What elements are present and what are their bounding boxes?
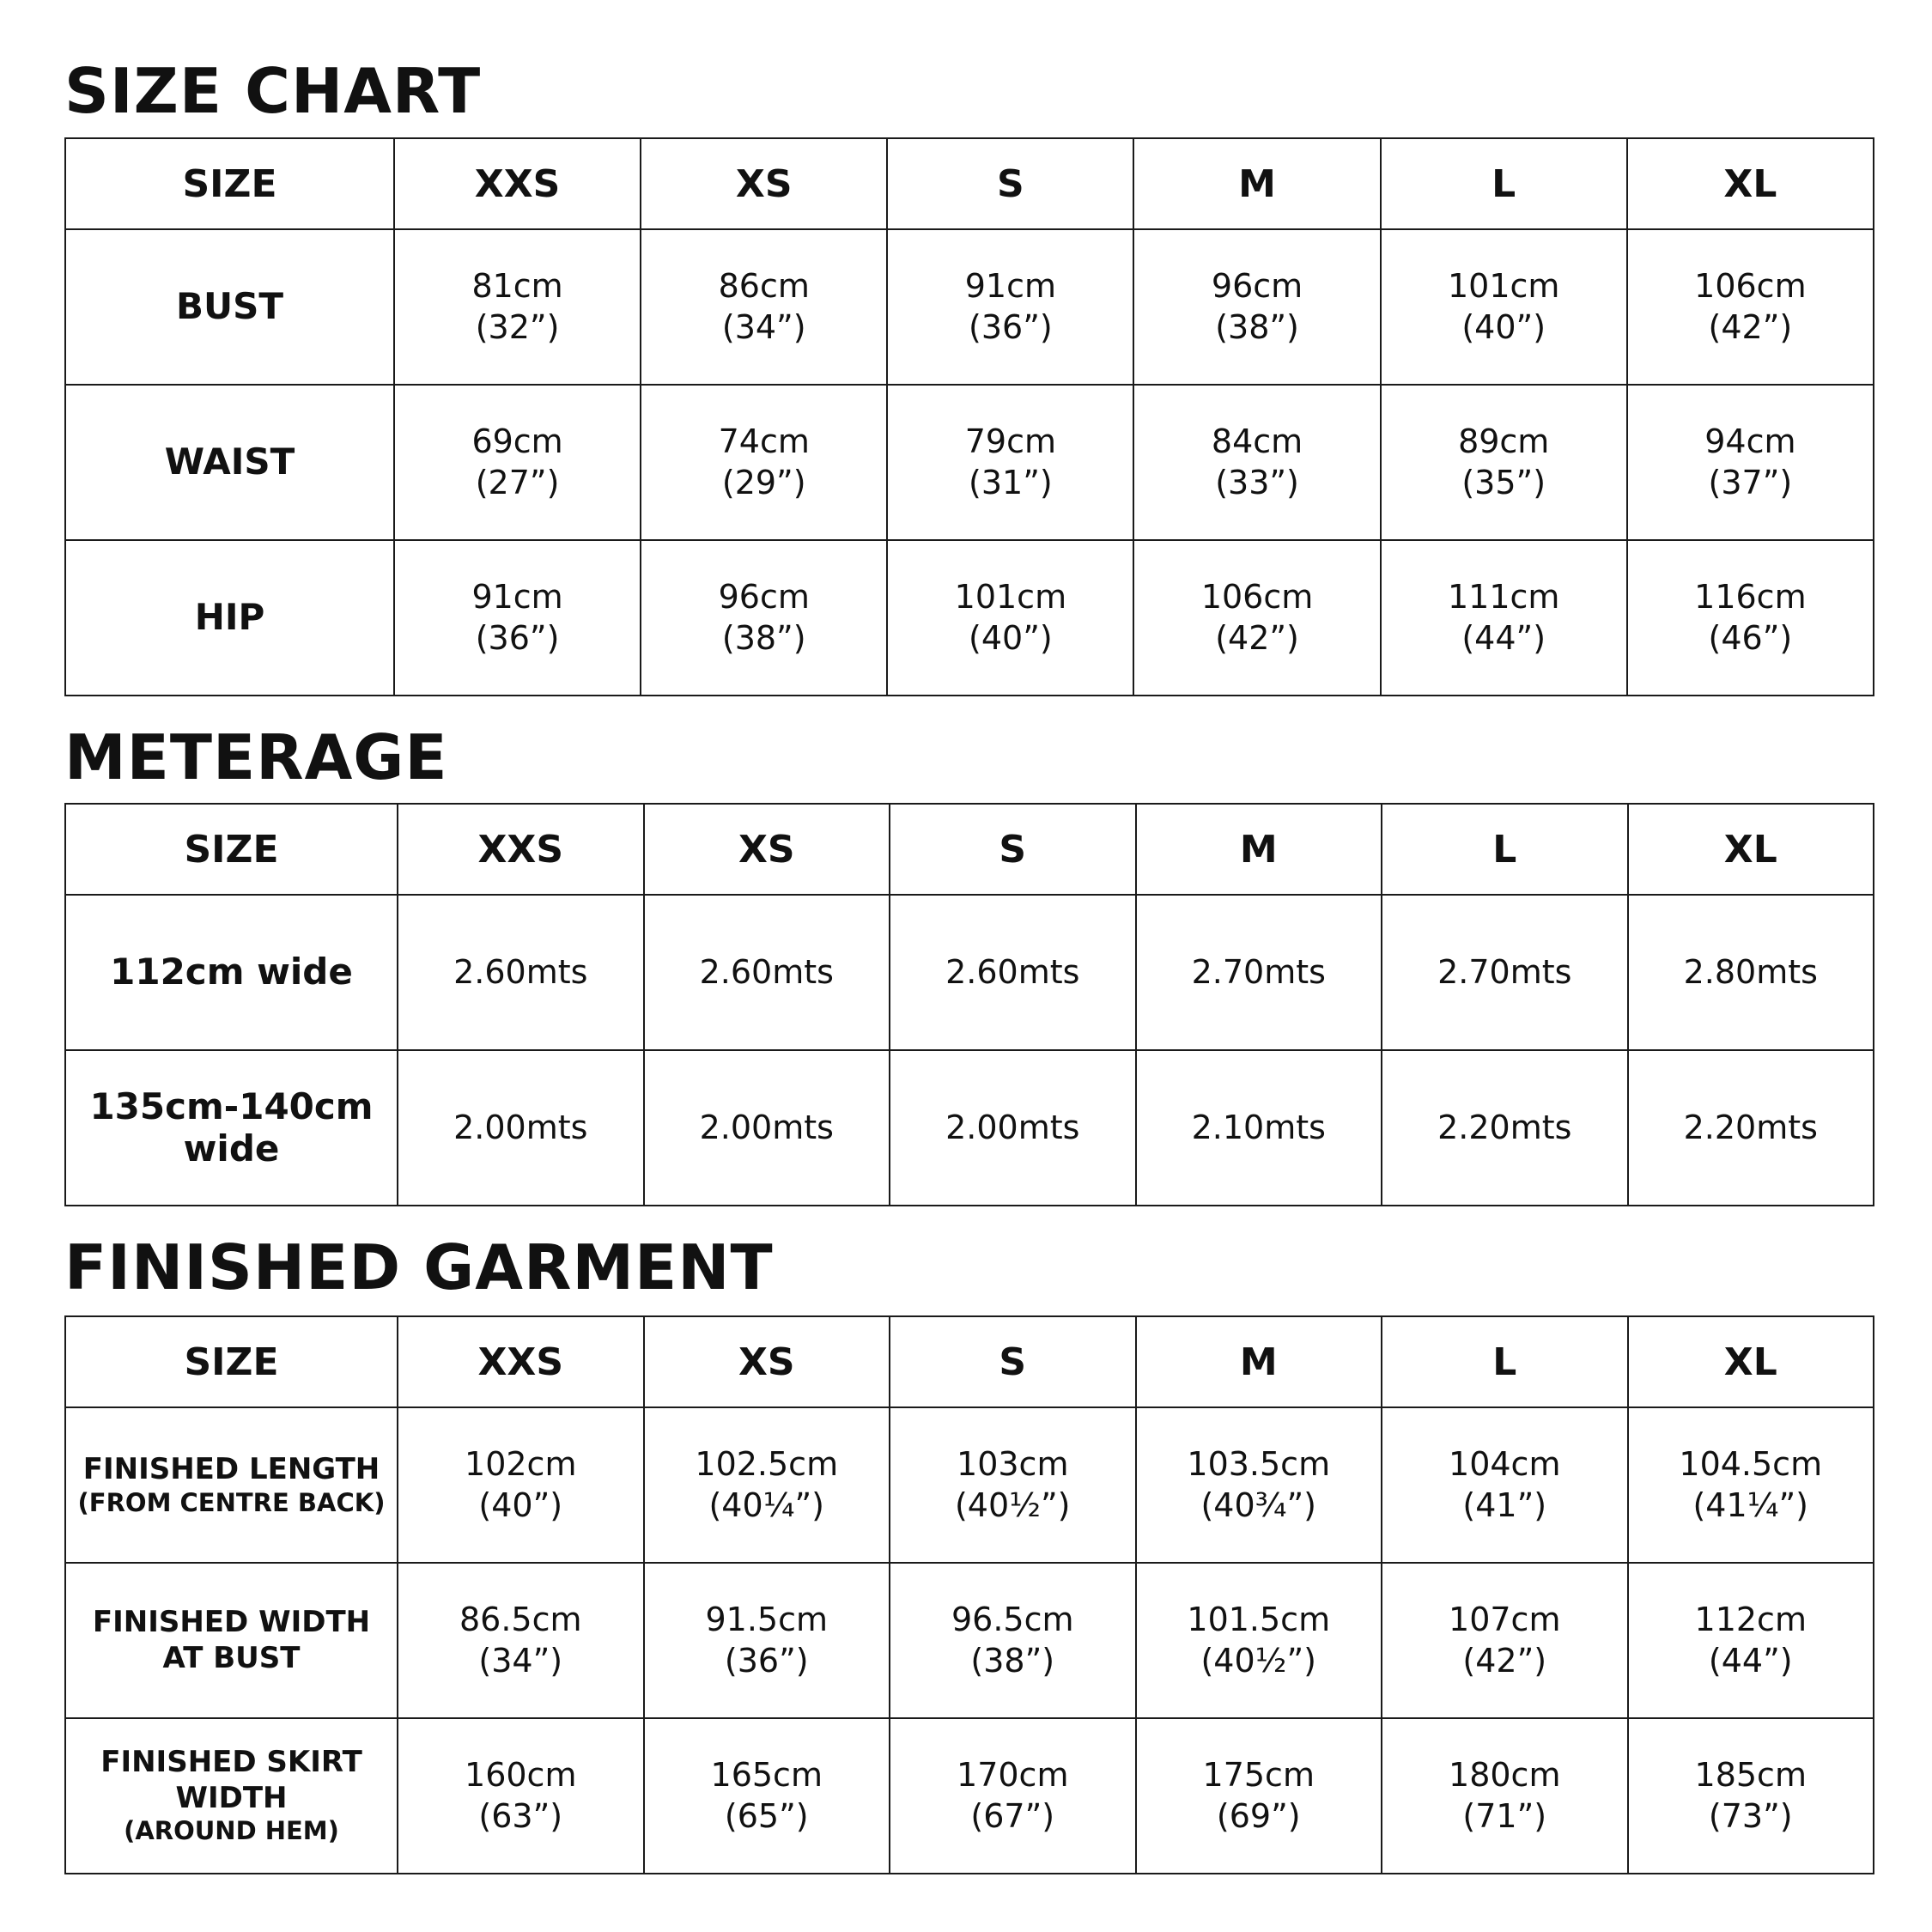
cell-waist-l [1381, 385, 1627, 540]
table-header-row [65, 1316, 1874, 1407]
cell-skirt-s [890, 1718, 1136, 1874]
inch-value: (42”) [1215, 618, 1299, 657]
cm-value: 91cm [964, 267, 1057, 305]
cell-skirt-xxs [398, 1718, 644, 1874]
cm-value: 91cm [471, 578, 563, 616]
cell-112-l: 2.70mts [1382, 895, 1628, 1050]
cell-hip-m [1133, 540, 1380, 696]
inch-value: (73”) [1708, 1796, 1793, 1835]
inch-value: (38”) [1215, 307, 1299, 346]
cell-bust-xs [641, 229, 887, 385]
cm-value: 180cm [1449, 1756, 1561, 1794]
header-xl: XL [1627, 138, 1874, 229]
cm-value: 101cm [1447, 267, 1560, 305]
header-s: S [887, 138, 1133, 229]
size-chart-title: SIZE CHART [64, 55, 482, 127]
table-row [65, 1050, 1874, 1206]
inch-value: (40¾”) [1200, 1485, 1317, 1524]
inch-value: (38”) [970, 1641, 1055, 1680]
cm-value: 86.5cm [459, 1601, 582, 1638]
cm-value: 112cm [1694, 1601, 1807, 1638]
cm-value: 106cm [1200, 578, 1314, 616]
row-label-112cm-wide: 112cm wide [65, 895, 398, 1050]
row-label-finished-skirt-width [65, 1718, 398, 1874]
inch-value: (41¼”) [1692, 1485, 1809, 1524]
cell-135-l: 2.20mts [1382, 1050, 1628, 1206]
row-label-bust: BUST [65, 229, 394, 385]
inch-value: (63”) [478, 1796, 563, 1835]
cm-value: 81cm [471, 267, 563, 305]
cell-width-xxs [398, 1563, 644, 1718]
inch-value: (40”) [969, 618, 1053, 657]
header-size: SIZE [65, 138, 394, 229]
header-xs: XS [641, 138, 887, 229]
cell-hip-xl [1627, 540, 1874, 696]
cm-value: 96cm [1211, 267, 1303, 305]
cm-value: 102cm [465, 1445, 577, 1483]
cm-value: 165cm [710, 1756, 823, 1794]
header-xl: XL [1628, 804, 1874, 895]
inch-value: (40½”) [954, 1485, 1071, 1524]
cell-135-xs: 2.00mts [644, 1050, 890, 1206]
inch-value: (42”) [1708, 307, 1793, 346]
table-header-row [65, 804, 1874, 895]
table-header-row [65, 138, 1874, 229]
cell-hip-xxs [394, 540, 641, 696]
header-m: M [1136, 1316, 1382, 1407]
header-s: S [890, 1316, 1136, 1407]
cm-value: 91.5cm [705, 1601, 829, 1638]
table-row [65, 895, 1874, 1050]
table-row [65, 385, 1874, 540]
inch-value: (65”) [724, 1796, 809, 1835]
header-size: SIZE [65, 804, 398, 895]
cell-hip-l [1381, 540, 1627, 696]
finished-garment-title: FINISHED GARMENT [64, 1231, 774, 1303]
cell-hip-s [887, 540, 1133, 696]
row-label-135-140cm-wide [65, 1050, 398, 1206]
inch-value: (33”) [1215, 463, 1299, 501]
inch-value: (40¼”) [708, 1485, 825, 1524]
header-m: M [1136, 804, 1382, 895]
finished-garment-table [64, 1315, 1874, 1874]
table-row [65, 1407, 1874, 1563]
cell-135-xl: 2.20mts [1628, 1050, 1874, 1206]
table-row [65, 540, 1874, 696]
cell-width-s [890, 1563, 1136, 1718]
cm-value: 96cm [718, 578, 810, 616]
row-label-waist: WAIST [65, 385, 394, 540]
cm-value: 69cm [471, 422, 563, 460]
inch-value: (41”) [1462, 1485, 1547, 1524]
inch-value: (42”) [1462, 1641, 1547, 1680]
header-m: M [1133, 138, 1380, 229]
table-row [65, 1718, 1874, 1874]
cell-waist-xl [1627, 385, 1874, 540]
cell-length-s [890, 1407, 1136, 1563]
inch-value: (44”) [1461, 618, 1546, 657]
inch-value: (69”) [1216, 1796, 1301, 1835]
cm-value: 103.5cm [1187, 1445, 1331, 1483]
cell-bust-m [1133, 229, 1380, 385]
inch-value: (67”) [970, 1796, 1055, 1835]
cell-112-xl: 2.80mts [1628, 895, 1874, 1050]
header-xs: XS [644, 1316, 890, 1407]
inch-value: (46”) [1708, 618, 1793, 657]
cm-value: 170cm [957, 1756, 1069, 1794]
header-xxs: XXS [398, 804, 644, 895]
cell-skirt-m [1136, 1718, 1382, 1874]
header-xxs: XXS [398, 1316, 644, 1407]
inch-value: (40”) [1461, 307, 1546, 346]
cm-value: 107cm [1449, 1601, 1561, 1638]
cm-value: 160cm [465, 1756, 577, 1794]
inch-value: (37”) [1708, 463, 1793, 501]
row-label-line: AT BUST [162, 1640, 301, 1675]
cm-value: 116cm [1694, 578, 1807, 616]
cm-value: 74cm [718, 422, 810, 460]
header-l: L [1382, 1316, 1628, 1407]
row-label-hip: HIP [65, 540, 394, 696]
cell-length-l [1382, 1407, 1628, 1563]
inch-value: (36”) [969, 307, 1053, 346]
cm-value: 185cm [1694, 1756, 1807, 1794]
cell-112-s: 2.60mts [890, 895, 1136, 1050]
inch-value: (29”) [721, 463, 806, 501]
cm-value: 104cm [1449, 1445, 1561, 1483]
inch-value: (34”) [478, 1641, 563, 1680]
cell-bust-l [1381, 229, 1627, 385]
cm-value: 111cm [1447, 578, 1560, 616]
cell-bust-xl [1627, 229, 1874, 385]
cell-width-l [1382, 1563, 1628, 1718]
inch-value: (34”) [721, 307, 806, 346]
meterage-title: METERAGE [64, 721, 448, 793]
row-label-finished-length [65, 1407, 398, 1563]
header-s: S [890, 804, 1136, 895]
inch-value: (35”) [1461, 463, 1546, 501]
cm-value: 106cm [1694, 267, 1807, 305]
row-label-line: WIDTH [175, 1780, 288, 1815]
cell-length-xl [1628, 1407, 1874, 1563]
cell-width-xl [1628, 1563, 1874, 1718]
row-label-sub: (AROUND HEM) [124, 1816, 339, 1846]
cell-waist-xxs [394, 385, 641, 540]
cell-skirt-xl [1628, 1718, 1874, 1874]
cm-value: 96.5cm [951, 1601, 1074, 1638]
header-l: L [1381, 138, 1627, 229]
inch-value: (38”) [721, 618, 806, 657]
inch-value: (40½”) [1200, 1641, 1317, 1680]
cm-value: 101.5cm [1187, 1601, 1331, 1638]
inch-value: (27”) [475, 463, 560, 501]
inch-value: (36”) [724, 1641, 809, 1680]
header-size: SIZE [65, 1316, 398, 1407]
meterage-table [64, 803, 1874, 1206]
cm-value: 104.5cm [1679, 1445, 1823, 1483]
inch-value: (31”) [969, 463, 1053, 501]
cell-bust-xxs [394, 229, 641, 385]
cm-value: 79cm [964, 422, 1057, 460]
header-xxs: XXS [394, 138, 641, 229]
header-xl: XL [1628, 1316, 1874, 1407]
row-label-line: 135cm-140cm [89, 1085, 374, 1128]
cell-112-xxs: 2.60mts [398, 895, 644, 1050]
inch-value: (36”) [475, 618, 560, 657]
cell-length-xxs [398, 1407, 644, 1563]
cell-135-s: 2.00mts [890, 1050, 1136, 1206]
cell-135-m: 2.10mts [1136, 1050, 1382, 1206]
cell-width-m [1136, 1563, 1382, 1718]
cell-skirt-xs [644, 1718, 890, 1874]
cell-length-xs [644, 1407, 890, 1563]
cm-value: 84cm [1211, 422, 1303, 460]
row-label-line: FINISHED WIDTH [92, 1605, 371, 1640]
cell-width-xs [644, 1563, 890, 1718]
cell-skirt-l [1382, 1718, 1628, 1874]
cell-waist-s [887, 385, 1133, 540]
cell-bust-s [887, 229, 1133, 385]
row-label-line: wide [183, 1127, 280, 1170]
header-l: L [1382, 804, 1628, 895]
table-row [65, 1563, 1874, 1718]
cm-value: 89cm [1458, 422, 1550, 460]
cell-waist-m [1133, 385, 1380, 540]
cm-value: 101cm [954, 578, 1067, 616]
row-label-finished-width [65, 1563, 398, 1718]
inch-value: (44”) [1708, 1641, 1793, 1680]
cm-value: 86cm [718, 267, 810, 305]
inch-value: (32”) [475, 307, 560, 346]
cm-value: 94cm [1704, 422, 1796, 460]
cell-112-m: 2.70mts [1136, 895, 1382, 1050]
size-chart-table [64, 137, 1874, 696]
cell-length-m [1136, 1407, 1382, 1563]
cm-value: 175cm [1202, 1756, 1315, 1794]
header-xs: XS [644, 804, 890, 895]
table-row [65, 229, 1874, 385]
cell-135-xxs: 2.00mts [398, 1050, 644, 1206]
cm-value: 102.5cm [695, 1445, 839, 1483]
row-label-line: FINISHED LENGTH [82, 1452, 380, 1487]
cm-value: 103cm [957, 1445, 1069, 1483]
cell-waist-xs [641, 385, 887, 540]
row-label-sub: (FROM CENTRE BACK) [77, 1487, 386, 1517]
inch-value: (71”) [1462, 1796, 1547, 1835]
cell-hip-xs [641, 540, 887, 696]
row-label-line: FINISHED SKIRT [100, 1745, 362, 1780]
inch-value: (40”) [478, 1485, 563, 1524]
cell-112-xs: 2.60mts [644, 895, 890, 1050]
